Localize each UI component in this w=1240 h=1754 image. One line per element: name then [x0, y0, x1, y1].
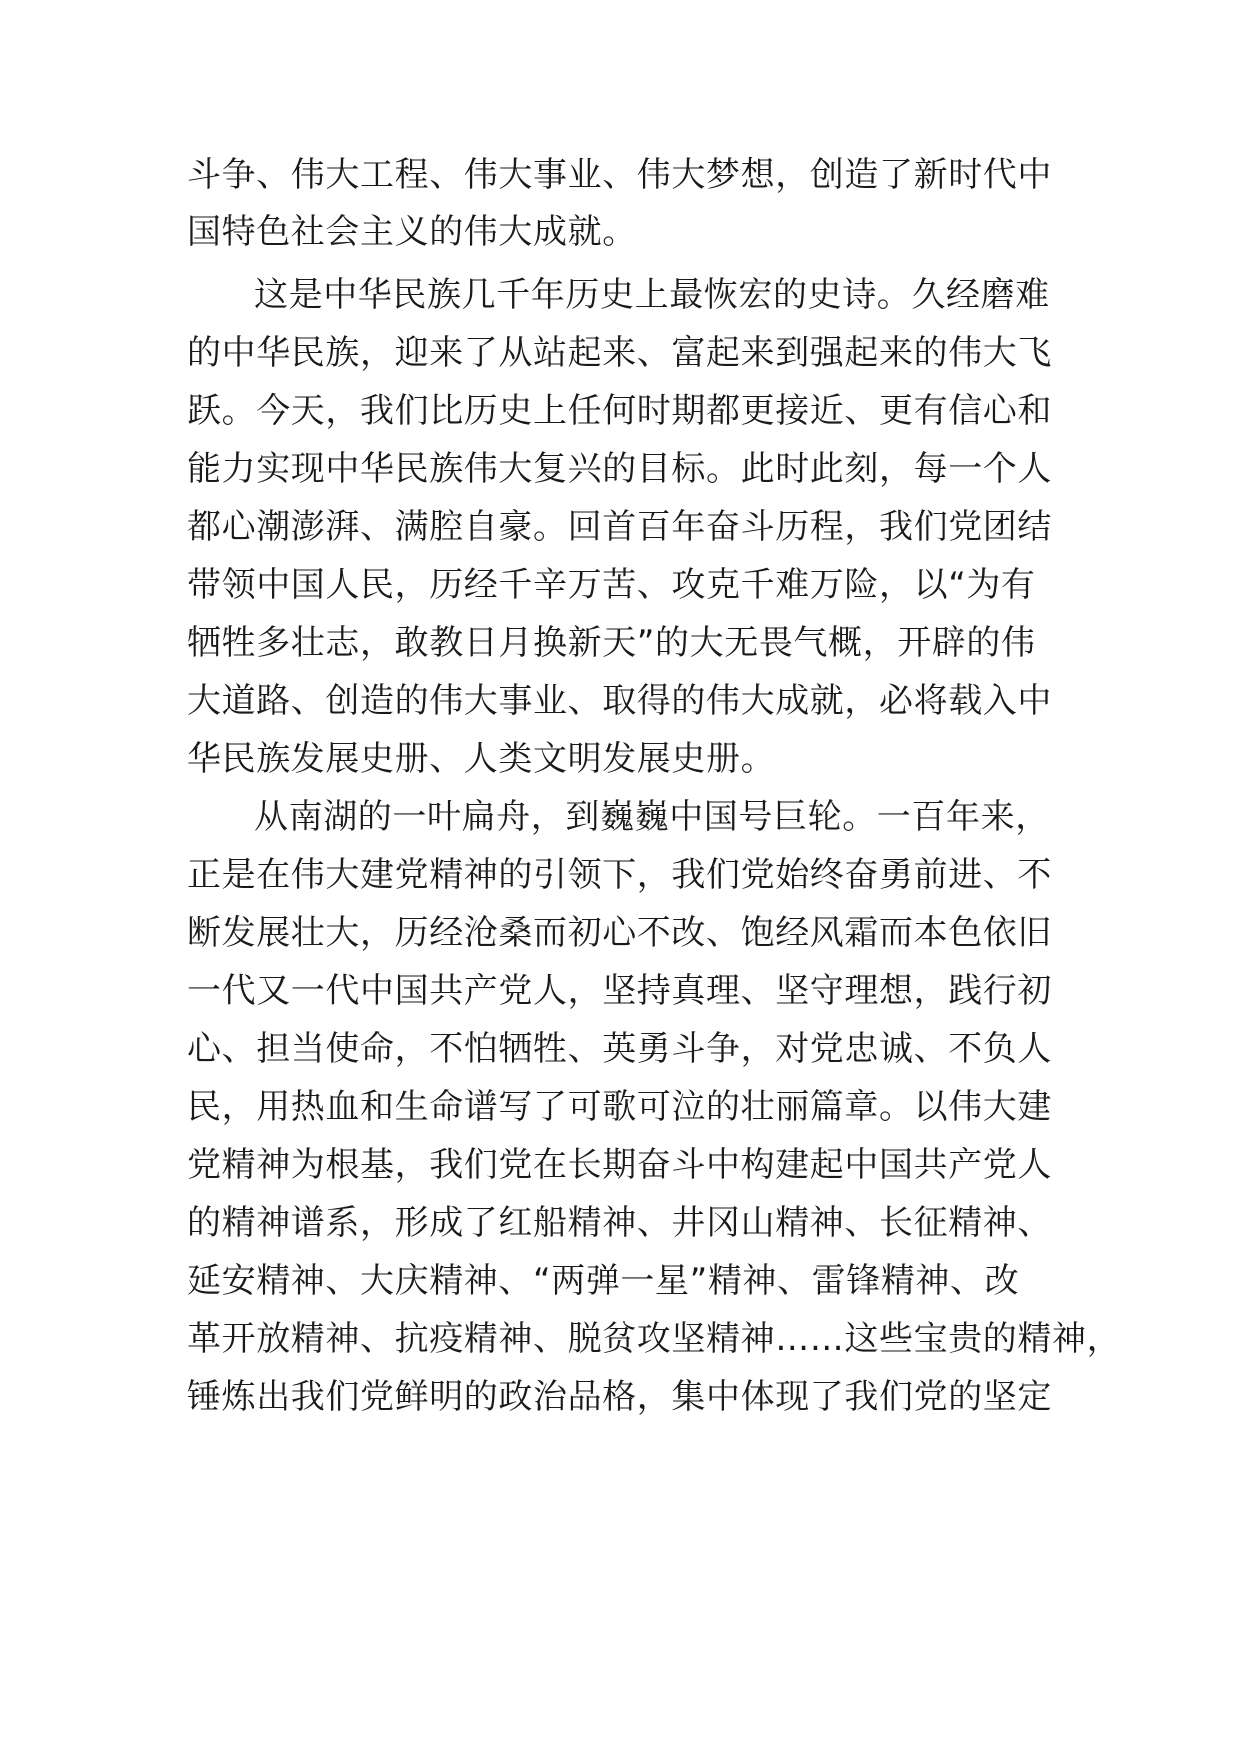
text-line: 带领中国人民，历经千辛万苦、攻克千难万险，以“为有: [187, 565, 1036, 605]
text-line: 大道路、创造的伟大事业、取得的伟大成就，必将载入中: [187, 681, 1052, 721]
text-line: 民，用热血和生命谱写了可歌可泣的壮丽篇章。以伟大建: [187, 1087, 1052, 1127]
text-line: 党精神为根基，我们党在长期奋斗中构建起中国共产党人: [187, 1145, 1052, 1185]
text-line: 牺牲多壮志，敢教日月换新天”的大无畏气概，开辟的伟: [187, 623, 1036, 663]
text-line: 都心潮澎湃、满腔自豪。回首百年奋斗历程，我们党团结: [187, 507, 1052, 547]
text-line: 锤炼出我们党鲜明的政治品格，集中体现了我们党的坚定: [187, 1377, 1052, 1417]
text-line: 的中华民族，迎来了从站起来、富起来到强起来的伟大飞: [187, 333, 1052, 373]
text-line: 能力实现中华民族伟大复兴的目标。此时此刻，每一个人: [187, 449, 1052, 489]
text-line: 的精神谱系，形成了红船精神、井冈山精神、长征精神、: [187, 1203, 1052, 1243]
text-line: 斗争、伟大工程、伟大事业、伟大梦想，创造了新时代中: [187, 155, 1052, 195]
text-line: 华民族发展史册、人类文明发展史册。: [187, 739, 776, 779]
text-line: 跃。今天，我们比历史上任何时期都更接近、更有信心和: [187, 391, 1052, 431]
paragraph-start-line: 这是中华民族几千年历史上最恢宏的史诗。久经磨难: [254, 275, 1050, 315]
text-line: 国特色社会主义的伟大成就。: [187, 212, 637, 252]
text-line: 革开放精神、抗疫精神、脱贫攻坚精神……这些宝贵的精神，: [187, 1319, 1122, 1359]
text-line: 心、担当使命，不怕牺牲、英勇斗争，对党忠诚、不负人: [187, 1029, 1052, 1069]
text-line: 正是在伟大建党精神的引领下，我们党始终奋勇前进、不: [187, 855, 1052, 895]
paragraph-start-line: 从南湖的一叶扁舟，到巍巍中国号巨轮。一百年来，: [254, 797, 1050, 837]
text-line: 延安精神、大庆精神、“两弹一星”精神、雷锋精神、改: [187, 1261, 1020, 1301]
text-line: 一代又一代中国共产党人，坚持真理、坚守理想，践行初: [187, 971, 1052, 1011]
text-line: 断发展壮大，历经沧桑而初心不改、饱经风霜而本色依旧: [187, 913, 1052, 953]
